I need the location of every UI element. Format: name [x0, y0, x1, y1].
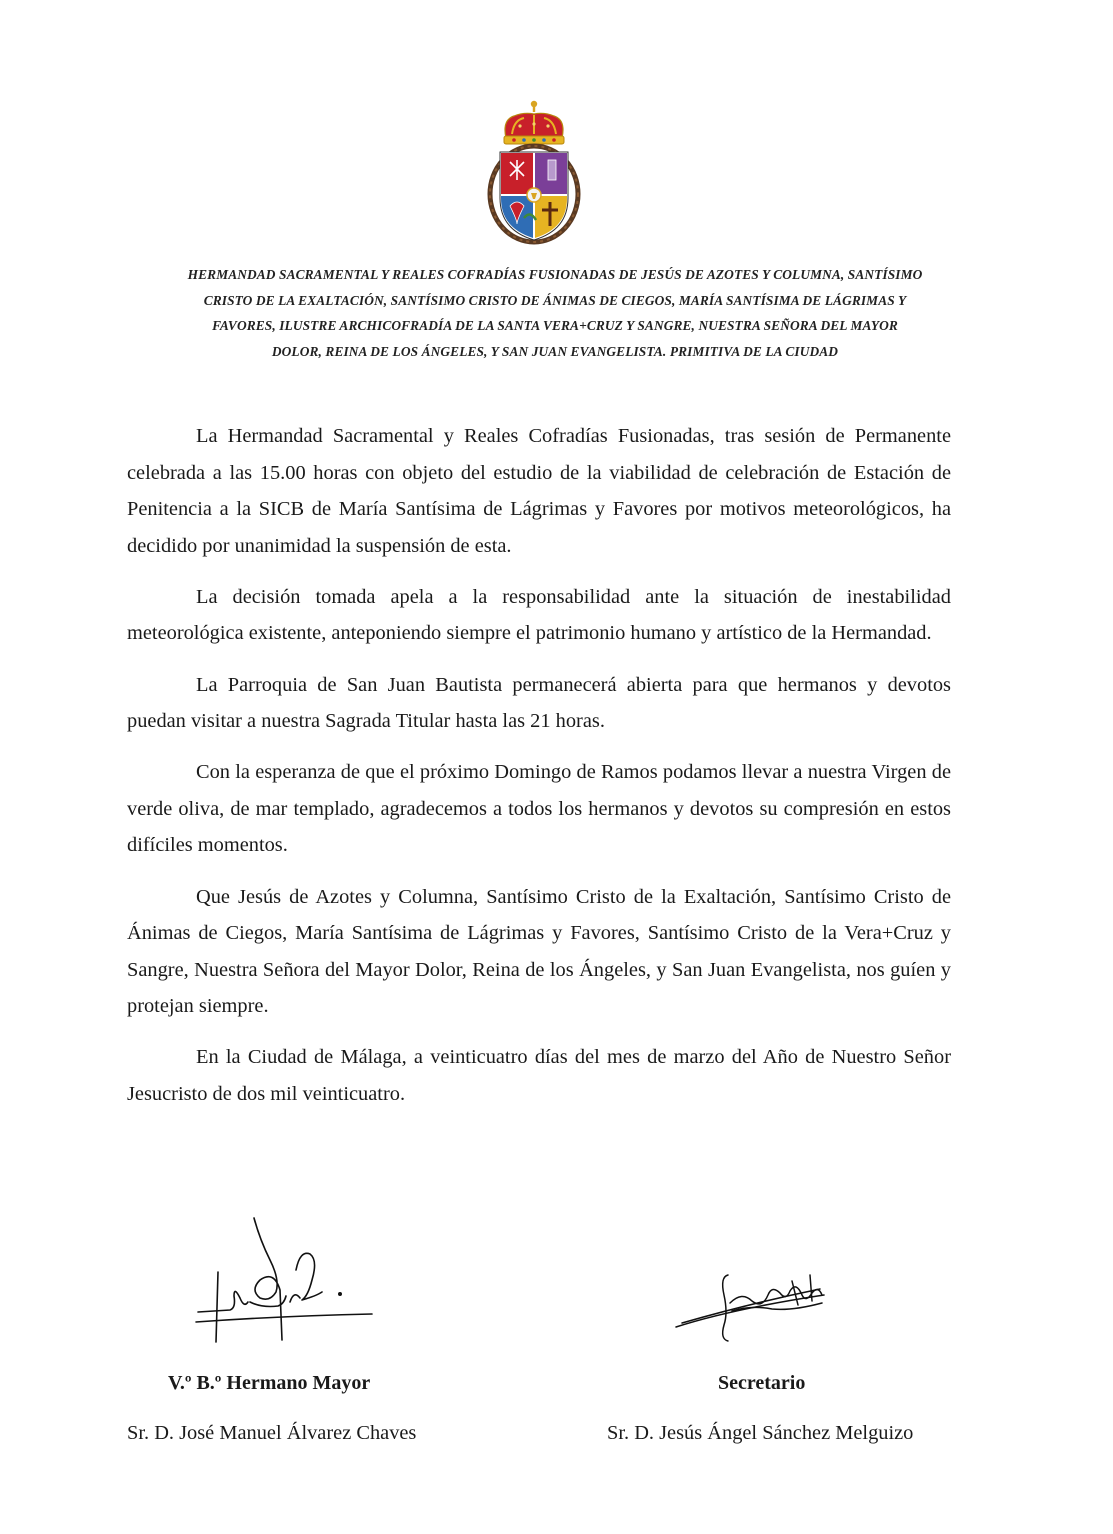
crown-icon [504, 101, 564, 144]
body-paragraph: En la Ciudad de Málaga, a veinticuatro días del mes de marzo del Año de Nuestro Señor Jesucristo de dos mil veinticuatro. [127, 1046, 951, 1105]
letter-body [127, 418, 951, 1127]
shield-icon [500, 152, 568, 240]
body-paragraph: La decisión tomada apela a la responsabilidad ante la situación de inestabilidad meteorológica existente, anteponiendo siempre el patrimonio humano y artístico de la Hermandad. [127, 585, 951, 645]
brotherhood-header [120, 262, 990, 364]
body-paragraph: Que Jesús de Azotes y Columna, Santísimo Cristo de la Exaltación, Santísimo Cristo de Ánimas de Ciegos, María Santísima de Lágrimas y Favores, Santísimo Cristo de la Vera+Cruz y Sangre, Nuestra Señora del Mayor Dolor, Reina de los Ángeles, y San Juan Evangelista, nos guíen y protejan siempre. [127, 885, 951, 1018]
coat-of-arms-icon [484, 98, 584, 248]
body-paragraph: Con la esperanza de que el próximo Domingo de Ramos podamos llevar a nuestra Virgen de verde oliva, de mar templado, agradecemos a todos los hermanos y devotos su compresión en estos difíciles momentos. [127, 761, 951, 857]
signatory-role-left: V.º B.º Hermano Mayor [168, 1372, 371, 1394]
signature-right-icon [672, 1265, 832, 1345]
signatory-name-right: Sr. D. Jesús Ángel Sánchez Melguizo [607, 1422, 914, 1444]
signatory-name-left: Sr. D. José Manuel Álvarez Chaves [127, 1422, 417, 1444]
header-line: HERMANDAD SACRAMENTAL Y REALES COFRADÍAS FUSIONADAS DE JESÚS DE AZOTES Y COLUMNA, SANTÍSIMO [187, 267, 923, 282]
body-paragraph: La Hermandad Sacramental y Reales Cofradías Fusionadas, tras sesión de Permanente celebrada a las 15.00 horas con objeto del estudio de la viabilidad de celebración de Estación de Penitencia a la SICB de María Santísima de Lágrimas y Favores por motivos meteorológicos, ha decidido por unanimidad la suspensión de esta. [127, 425, 951, 557]
signatory-role-right: Secretario [718, 1372, 806, 1394]
header-line: DOLOR, REINA DE LOS ÁNGELES, Y SAN JUAN EVANGELISTA. PRIMITIVA DE LA CIUDAD [271, 343, 839, 359]
body-paragraph: La Parroquia de San Juan Bautista permanecerá abierta para que hermanos y devotos puedan visitar a nuestra Sagrada Titular hasta las 21 horas. [127, 673, 951, 733]
signature-left-icon [190, 1210, 390, 1350]
header-line: FAVORES, ILUSTRE ARCHICOFRADÍA DE LA SANTA VERA+CRUZ Y SANGRE, NUESTRA SEÑORA DEL MAYOR [212, 318, 898, 333]
header-line: CRISTO DE LA EXALTACIÓN, SANTÍSIMO CRISTO DE ÁNIMAS DE CIEGOS, MARÍA SANTÍSIMA DE LÁGRIMAS Y [203, 292, 907, 308]
